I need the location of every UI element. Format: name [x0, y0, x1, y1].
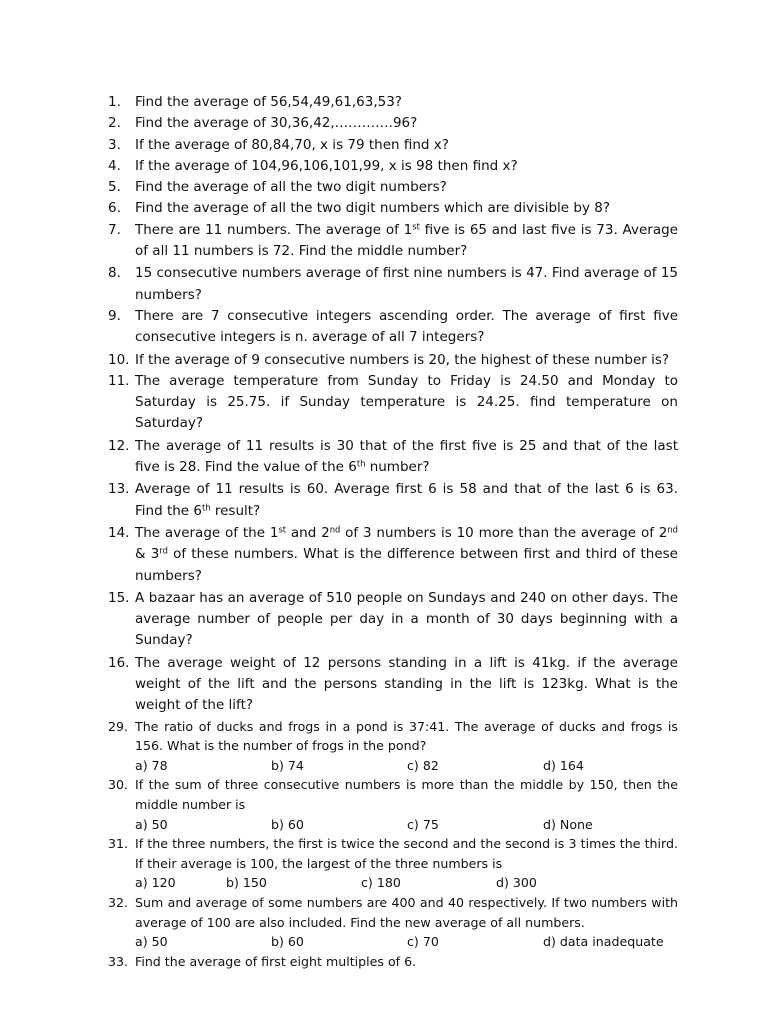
- question-body: [135, 220, 678, 263]
- question-item: [108, 177, 678, 198]
- question-item: [108, 717, 678, 776]
- question-body: [135, 135, 678, 156]
- question-number: 12.: [108, 437, 130, 454]
- question-number: 30.: [108, 777, 129, 793]
- answer-option: d) data inadequate: [543, 934, 664, 950]
- question-body: [135, 156, 678, 177]
- question-number: 4.: [108, 157, 121, 174]
- question-text: Find the average of all the two digit numbers which are divisible by 8?: [135, 200, 610, 217]
- question-text-segment: five is 65 and last five is 73. Average of all 11 numbers is 72. Find the middle number?: [135, 221, 678, 260]
- question-list: [108, 92, 678, 971]
- question-body: [135, 177, 678, 198]
- question-body: [135, 717, 678, 776]
- question-text: If the sum of three consecutive numbers is more than the middle by 150, then the middle number is: [135, 777, 678, 812]
- answer-option: a) 120: [135, 875, 176, 891]
- question-text-segment: There are 11 numbers. The average of 1: [135, 221, 413, 238]
- question-number: 5.: [108, 179, 121, 196]
- answer-option: b) 60: [271, 934, 304, 950]
- answer-option: d) 300: [496, 875, 537, 891]
- question-text: If the average of 104,96,106,101,99, x is 98 then find x?: [135, 157, 518, 174]
- question-number: 6.: [108, 200, 121, 217]
- ordinal-superscript: th: [356, 458, 366, 469]
- question-number: 11.: [108, 372, 130, 389]
- question-number: 31.: [108, 836, 129, 852]
- question-body: [135, 306, 678, 349]
- question-text: [135, 220, 678, 263]
- question-text: [135, 523, 678, 587]
- question-number: 1.: [108, 94, 121, 110]
- question-item: [108, 653, 678, 717]
- question-text: The ratio of ducks and frogs in a pond is 37:41. The average of ducks and frogs is 156. What is the number of frogs in the pond?: [135, 718, 678, 754]
- question-body: [135, 371, 678, 435]
- question-body: [135, 113, 678, 134]
- question-text: Find the average of all the two digit numbers?: [135, 179, 447, 196]
- question-item: [108, 371, 678, 435]
- question-item: [108, 436, 678, 479]
- question-item: [108, 834, 678, 893]
- question-text: If the average of 80,84,70, x is 79 then find x?: [135, 136, 449, 153]
- question-number: 33.: [108, 953, 129, 969]
- question-text-segment: result?: [210, 502, 261, 519]
- question-text: The average temperature from Sunday to Friday is 24.50 and Monday to Saturday is 25.75. if Sunday temperature is 24.25. find temperature on Saturday?: [135, 372, 678, 432]
- question-body: [135, 263, 678, 306]
- answer-options: [135, 873, 678, 893]
- question-number: 7.: [108, 221, 121, 238]
- question-text: [135, 479, 678, 522]
- question-number: 29.: [108, 718, 129, 734]
- ordinal-superscript: nd: [329, 524, 341, 535]
- answer-option: b) 60: [271, 816, 304, 832]
- question-body: [135, 775, 678, 834]
- question-item: [108, 523, 678, 587]
- question-body: [135, 436, 678, 479]
- question-text-segment: number?: [365, 459, 430, 476]
- answer-option: b) 74: [271, 757, 304, 773]
- question-text: A bazaar has an average of 510 people on Sundays and 240 on other days. The average number of people per day in a month of 30 days beginning with a Sunday?: [135, 589, 678, 649]
- question-item: [108, 952, 678, 972]
- question-number: 14.: [108, 524, 130, 541]
- question-body: [135, 92, 678, 113]
- question-item: [108, 479, 678, 522]
- answer-options: [135, 815, 678, 835]
- question-body: [135, 952, 678, 972]
- answer-option: c) 82: [407, 757, 439, 773]
- question-text: Sum and average of some numbers are 400 and 40 respectively. If two numbers with average of 100 are also included. Find the new average of all numbers.: [135, 894, 678, 930]
- answer-option: a) 50: [135, 934, 168, 950]
- ordinal-superscript: st: [412, 221, 420, 232]
- answer-options: [135, 756, 678, 776]
- question-number: 15.: [108, 589, 130, 606]
- question-text: Find the average of 30,36,42,………….96?: [135, 115, 418, 132]
- question-item: [108, 350, 678, 371]
- question-text: There are 7 consecutive integers ascending order. The average of first five consecutive integers is n. average of all 7 integers?: [135, 307, 678, 346]
- answer-option: d) None: [543, 816, 593, 832]
- question-body: [135, 588, 678, 652]
- question-text-segment: Average of 11 results is 60. Average first 6 is 58 and that of the last 6 is 63. Find the 6: [135, 481, 678, 519]
- question-item: [108, 135, 678, 156]
- question-item: [108, 156, 678, 177]
- question-item: [108, 306, 678, 349]
- question-number: 10.: [108, 351, 130, 368]
- question-item: [108, 893, 678, 952]
- answer-option: c) 180: [361, 875, 401, 891]
- question-item: [108, 220, 678, 263]
- question-body: [135, 350, 678, 371]
- question-text: Find the average of 56,54,49,61,63,53?: [135, 94, 402, 110]
- question-text: 15 consecutive numbers average of first nine numbers is 47. Find average of 15 numbers?: [135, 265, 678, 303]
- question-text-segment: The average of 11 results is 30 that of the first five is 25 and that of the last five is 28. Find the value of the 6: [135, 437, 678, 476]
- question-body: [135, 198, 678, 219]
- question-item: [108, 588, 678, 652]
- question-number: 13.: [108, 481, 130, 498]
- question-text: [135, 436, 678, 479]
- answer-options: [135, 932, 678, 952]
- question-item: [108, 198, 678, 219]
- question-item: [108, 113, 678, 134]
- question-body: [135, 653, 678, 717]
- question-number: 32.: [108, 894, 129, 910]
- question-text: If the three numbers, the first is twice the second and the second is 3 times the third. If their average is 100, the largest of the three numbers is: [135, 836, 678, 871]
- ordinal-superscript: st: [278, 524, 287, 535]
- answer-option: a) 78: [135, 757, 168, 773]
- question-body: [135, 523, 678, 587]
- answer-option: a) 50: [135, 816, 168, 832]
- question-body: [135, 479, 678, 522]
- ordinal-superscript: rd: [159, 545, 168, 556]
- answer-option: d) 164: [543, 757, 584, 773]
- question-number: 8.: [108, 265, 121, 282]
- question-text-segment: of these numbers. What is the difference between first and third of these numbers?: [135, 546, 678, 584]
- answer-option: c) 70: [407, 934, 439, 950]
- question-text: If the average of 9 consecutive numbers is 20, the highest of these number is?: [135, 351, 670, 368]
- question-item: [108, 263, 678, 306]
- question-text: Find the average of first eight multiples of 6.: [135, 953, 417, 969]
- question-number: 3.: [108, 136, 121, 153]
- question-text-segment: of 3 numbers is 10 more than the average of 2: [340, 524, 668, 541]
- ordinal-superscript: th: [202, 502, 211, 513]
- question-item: [108, 92, 678, 113]
- question-item: [108, 775, 678, 834]
- question-number: 2.: [108, 115, 121, 132]
- ordinal-superscript: nd: [667, 524, 678, 535]
- question-body: [135, 834, 678, 893]
- question-text-segment: The average of the 1: [135, 524, 279, 541]
- question-text-segment: & 3: [135, 546, 160, 563]
- question-number: 16.: [108, 654, 130, 671]
- question-body: [135, 893, 678, 952]
- question-number: 9.: [108, 307, 121, 324]
- question-text: The average weight of 12 persons standing in a lift is 41kg. if the average weight of the lift and the persons standing in the lift is 123kg. What is the weight of the lift?: [135, 654, 678, 714]
- question-text-segment: and 2: [286, 524, 330, 541]
- answer-option: c) 75: [407, 816, 439, 832]
- answer-option: b) 150: [226, 875, 267, 891]
